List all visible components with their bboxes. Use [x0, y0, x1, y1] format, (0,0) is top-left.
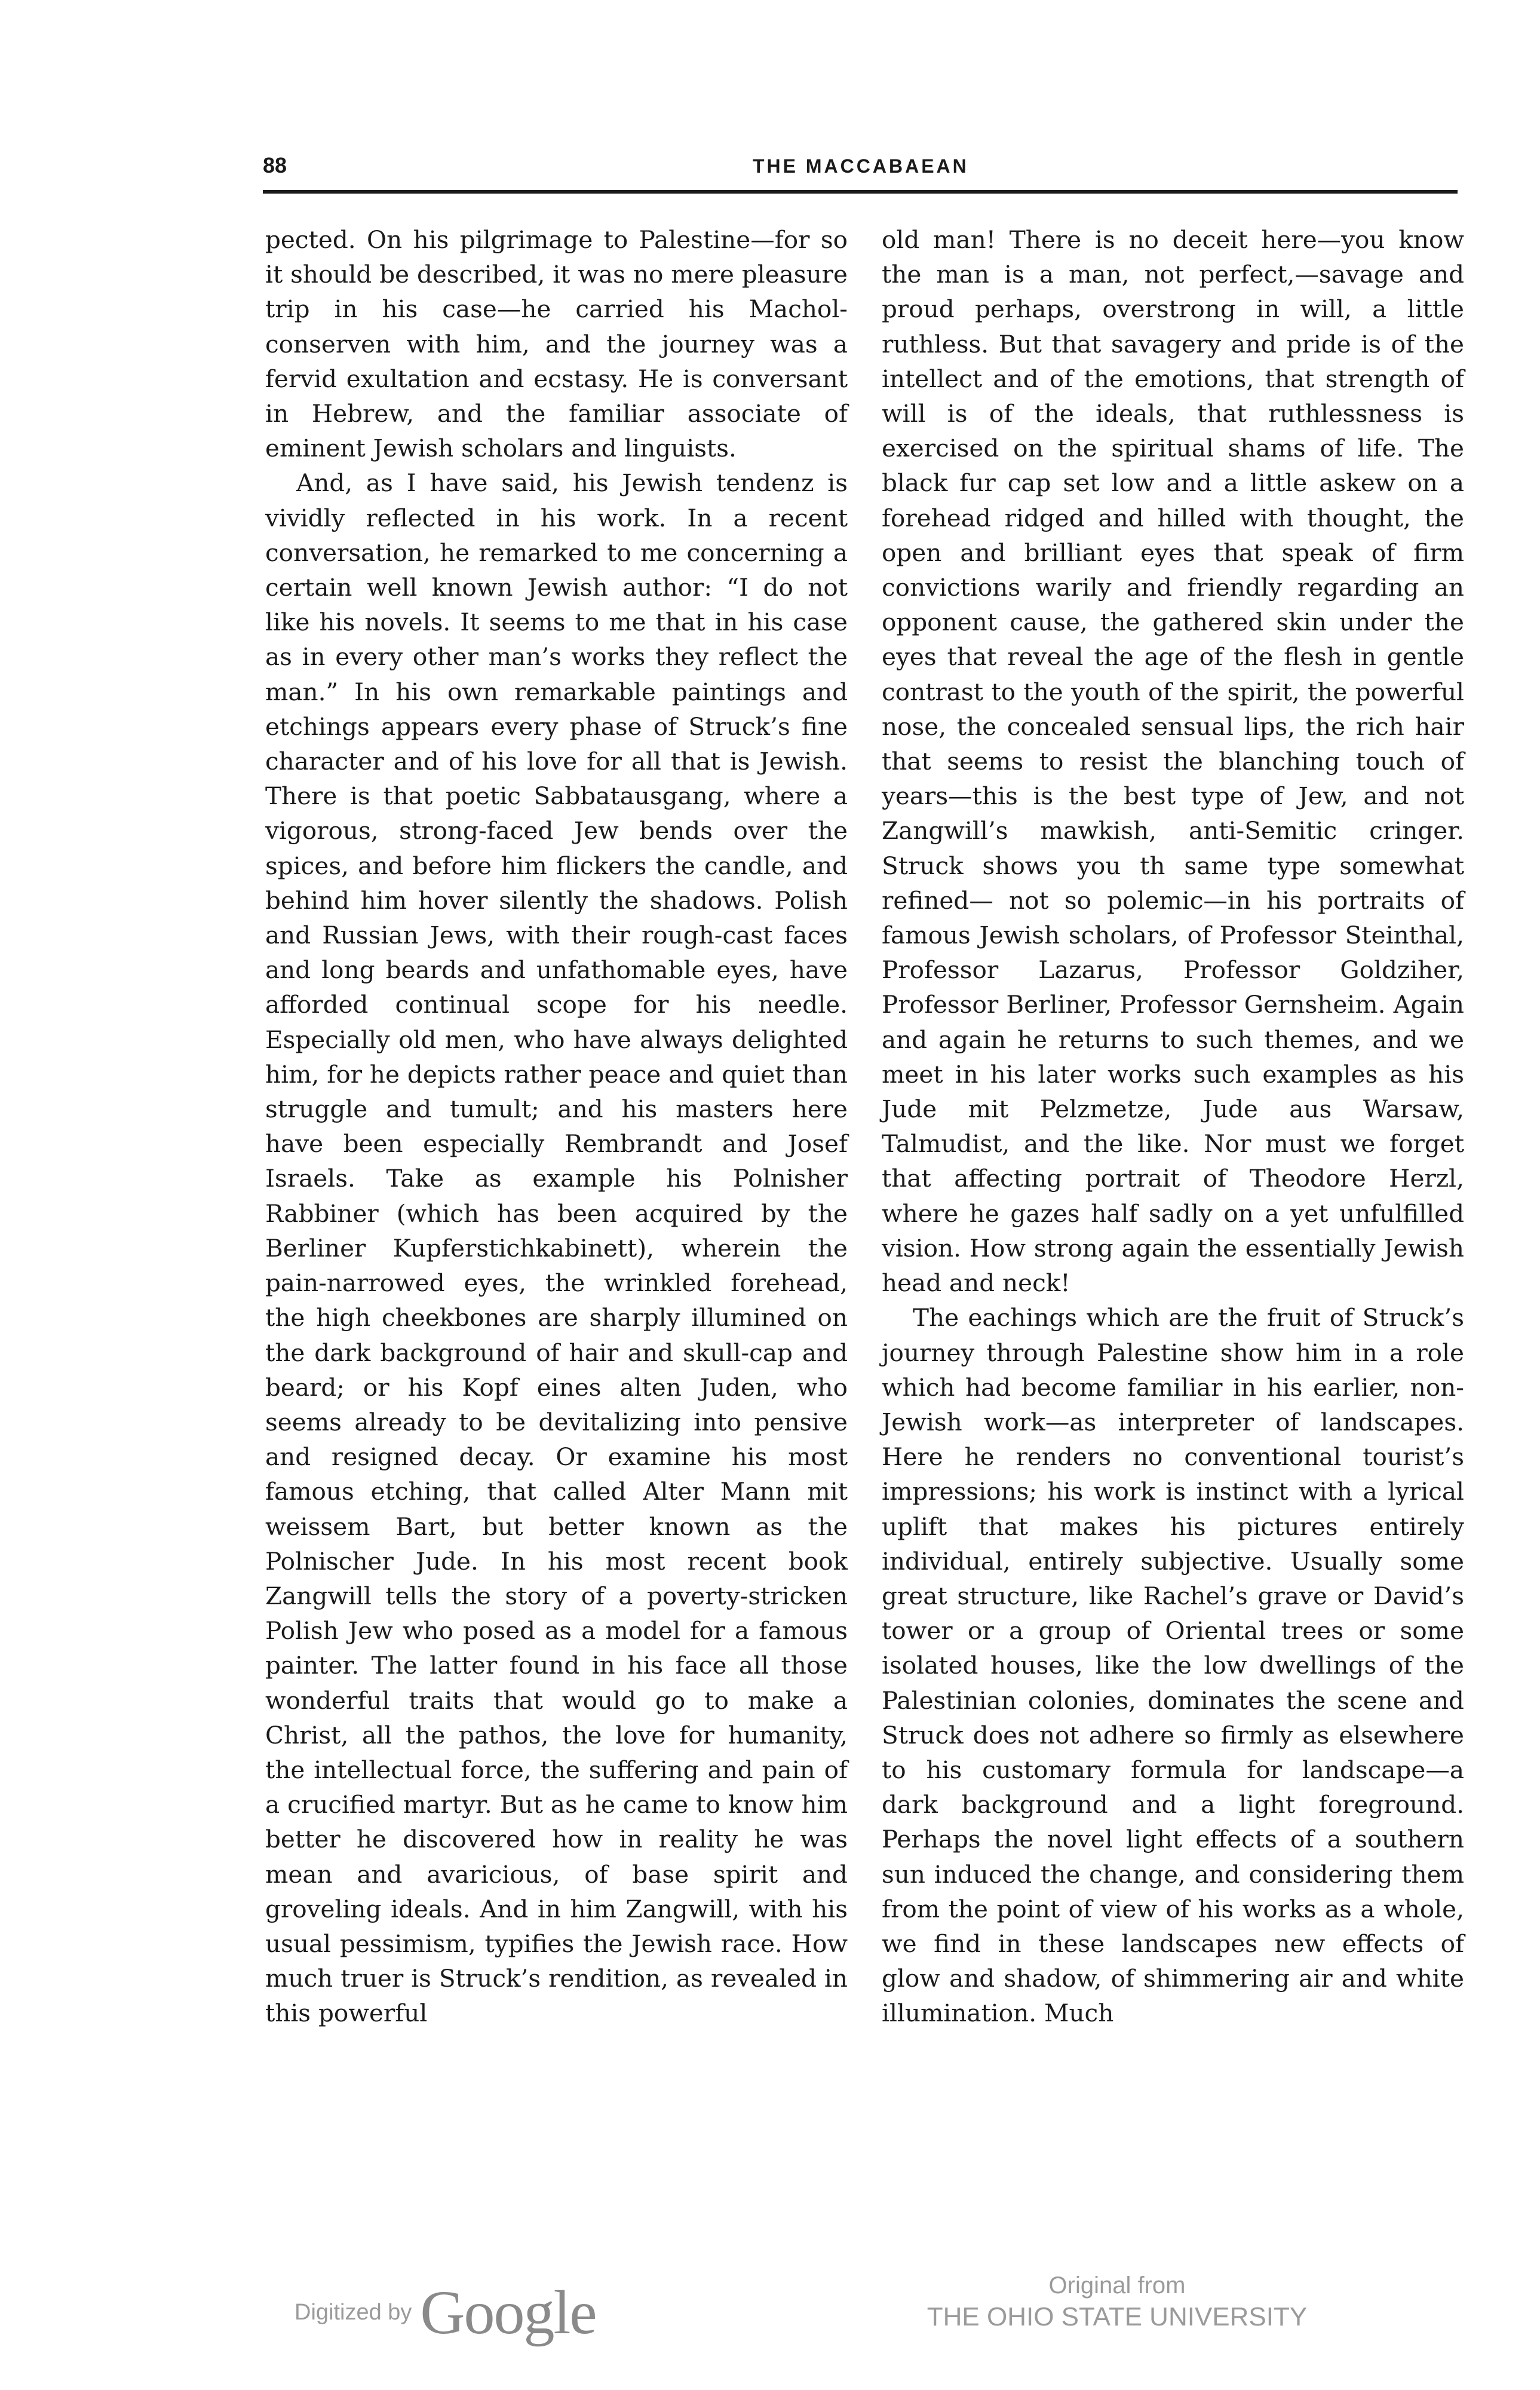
- right-paragraph-2: The eachings which are the fruit of Struck’s journey through Palestine show him in a role which had become familiar in his earlier, non-Jewish work—as interpreter of landscapes. Here he renders no conventional tourist’s impressions; his work is instinct with a lyrical uplift that makes his pictures entirely individual, entirely subjective. Usually some great structure, like Rachel’s grave or David’s tower or a group of Oriental trees or some isolated houses, like the low dwellings of the Palestinian colonies, dominates the scene and Struck does not adhere so firmly as elsewhere to his customary formula for landscape—a dark background and a light foreground. Perhaps the novel light effects of a southern sun induced the change, and considering them from the point of view of his works as a whole, we find in these landscapes new effects of glow and shadow, of shimmering air and white illumination. Much: [882, 1303, 1464, 2028]
- left-paragraph-1: pected. On his pilgrimage to Palestine—for so it should be described, it was no mere pleasure trip in his case—he carried his Machol-conserven with him, and the journey was a fervid exultation and ecstasy. He is conversant in Hebrew, and the familiar associate of eminent Jewish scholars and linguists.: [265, 225, 848, 463]
- google-logo: Google: [420, 2278, 596, 2347]
- right-paragraph-1: old man! There is no deceit here—you know the man is a man, not perfect,—savage and proud perhaps, overstrong in will, a little ruthless. But that savagery and pride is of the intellect and of the emotions, that strength of will is of the ideals, that ruthlessness is exercised on the spiritual shams of life. The black fur cap set low and a little askew on a forehead ridged and hilled with thought, the open and brilliant eyes that speak of firm convictions warily and friendly regarding an opponent cause, the gathered skin under the eyes that reveal the age of the flesh in gentle contrast to the youth of the spirit, the powerful nose, the concealed sensual lips, the rich hair that seems to resist the blanching touch of years—this is the best type of Jew, and not Zangwill’s mawkish, anti-Semitic cringer. Struck shows you th same type somewhat refined— not so polemic—in his portraits of famous Jewish scholars, of Professor Steinthal, Professor Lazarus, Professor Goldziher, Professor Berliner, Professor Gernsheim. Again and again he returns to such themes, and we meet in his later works such examples as his Jude mit Pelzmetze, Jude aus Warsaw, Talmudist, and the like. Nor must we forget that affecting portrait of Theodore Herzl, where he gazes half sadly on a yet unfulfilled vision. How strong again the essentially Jewish head and neck!: [882, 225, 1464, 1298]
- institution-name: THE OHIO STATE UNIVERSITY: [927, 2302, 1308, 2331]
- left-column: [265, 222, 848, 2031]
- page-number: 88: [263, 153, 287, 177]
- header-rule: [263, 190, 1458, 194]
- left-paragraph-2: And, as I have said, his Jewish tendenz is vividly reflected in his work. In a recent conversation, he remarked to me concerning a certain well known Jewish author: “I do not like his novels. It seems to me that in his case as in every other man’s works they reflect the man.” In his own remarkable paintings and etchings appears every phase of Struck’s fine character and of his love for all that is Jewish. There is that poetic Sabbatausgang, where a vigorous, strong-faced Jew bends over the spices, and before him flickers the candle, and behind him hover silently the shadows. Polish and Russian Jews, with their rough-cast faces and long beards and unfathomable eyes, have afforded continual scope for his needle. Especially old men, who have always delighted him, for he depicts rather peace and quiet than struggle and tumult; and his masters here have been especially Rembrandt and Josef Israels. Take as example his Polnisher Rabbiner (which has been acquired by the Berliner Kupferstichkabinett), wherein the pain-narrowed eyes, the wrinkled forehead, the high cheekbones are sharply illumined on the dark background of hair and skull-cap and beard; or his Kopf eines alten Juden, who seems already to be devitalizing into pensive and resigned decay. Or examine his most famous etching, that called Alter Mann mit weissem Bart, but better known as the Polnischer Jude. In his most recent book Zangwill tells the story of a poverty-stricken Polish Jew who posed as a model for a famous painter. The latter found in his face all those wonderful traits that would go to make a Christ, all the pathos, the love for humanity, the intellectual force, the suffering and pain of a crucified martyr. But as he came to know him better he discovered how in reality he was mean and avaricious, of base spirit and groveling ideals. And in him Zangwill, with his usual pessimism, typifies the Jewish race. How much truer is Struck’s rendition, as revealed in this powerful: [265, 468, 848, 2028]
- digitized-by-label: Digitized by: [294, 2299, 412, 2325]
- original-from-watermark: [848, 2270, 1386, 2334]
- original-from-label: Original from: [1048, 2272, 1186, 2299]
- right-column: [882, 222, 1464, 2031]
- page-header: [263, 153, 1458, 189]
- running-title: THE MACCABAEAN: [753, 155, 969, 177]
- digitized-by-watermark: [294, 2276, 596, 2348]
